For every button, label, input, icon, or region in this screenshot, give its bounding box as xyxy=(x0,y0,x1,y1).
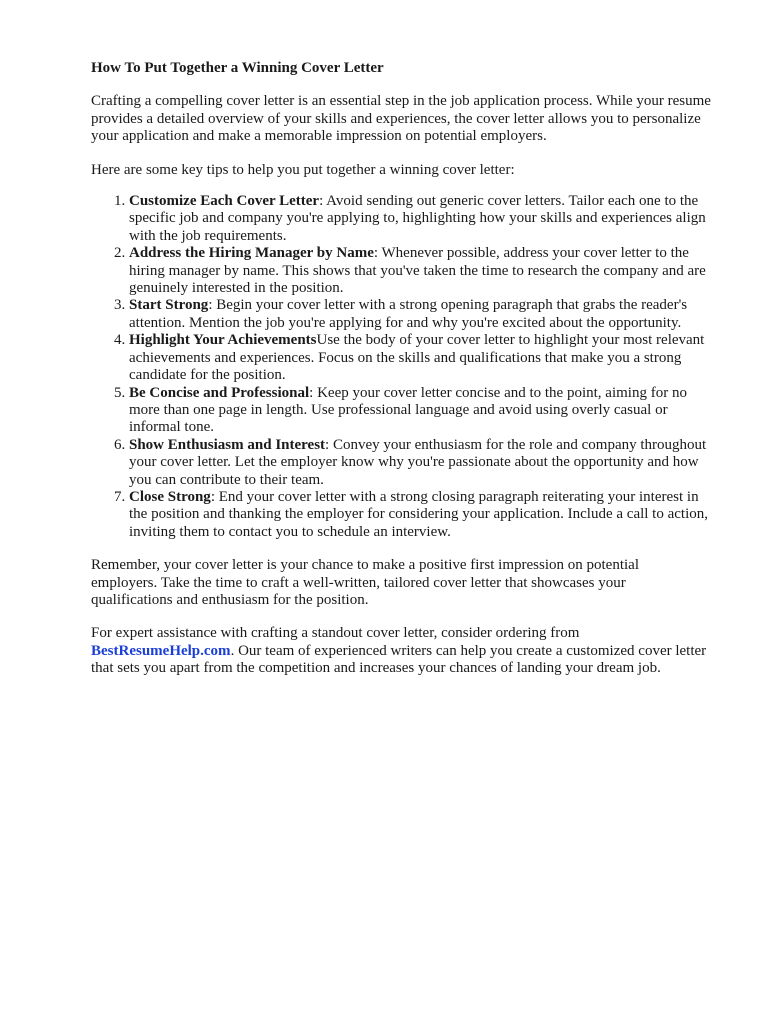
tip-item xyxy=(129,437,719,489)
tips-intro-paragraph: Here are some key tips to help you put together a winning cover letter: xyxy=(91,161,515,178)
cta-paragraph xyxy=(91,625,721,677)
document-title: How To Put Together a Winning Cover Letter xyxy=(91,60,384,76)
tip-title: Start Strong xyxy=(129,297,209,314)
tip-item xyxy=(129,332,719,384)
best-resume-help-link[interactable]: BestResumeHelp.com xyxy=(91,642,231,659)
cta-text-before: For expert assistance with crafting a standout cover letter, consider ordering from xyxy=(91,625,580,642)
tip-item xyxy=(129,385,719,437)
tip-title: Address the Hiring Manager by Name xyxy=(129,245,374,262)
tip-item xyxy=(129,297,719,332)
tip-item xyxy=(129,193,719,245)
tip-title: Close Strong xyxy=(129,488,211,505)
tip-item xyxy=(129,489,719,541)
cta-text-after: . Our team of experienced writers can help you create a customized cover letter that sets you apart from the competition and increases your chances of landing your dream job. xyxy=(91,642,707,677)
document-page xyxy=(91,60,721,694)
tip-text: : Convey your enthusiasm for the role and company throughout your cover letter. Let the employer know why you're passionate about the opportunity and how you can contribute to their team. xyxy=(129,436,707,488)
tip-text: : Keep your cover letter concise and to the point, aiming for no more than one page in length. Use professional language and avoid using overly casual or informal tone. xyxy=(129,384,687,436)
tip-text: Use the body of your cover letter to highlight your most relevant achievements and experiences. Focus on the skills and qualifications that make you a strong candidate for the position. xyxy=(129,332,705,384)
tips-list xyxy=(91,193,719,541)
tip-text: : Avoid sending out generic cover letters. Tailor each one to the specific job and company you're applying to, highlighting how your skills and experiences align with the job requirements. xyxy=(129,193,706,244)
tip-title: Be Concise and Professional xyxy=(129,384,310,401)
tip-text: : End your cover letter with a strong closing paragraph reiterating your interest in the position and thanking the employer for considering your application. Include a call to action, inviting them to contact you to schedule an interview. xyxy=(129,488,709,540)
closing-paragraph: Remember, your cover letter is your chance to make a positive first impression on potential employers. Take the time to craft a well-written, tailored cover letter that showcases your qualifications and enthusiasm for the position. xyxy=(91,557,639,608)
tip-item xyxy=(129,245,719,297)
tip-title: Customize Each Cover Letter xyxy=(129,193,320,210)
intro-paragraph: Crafting a compelling cover letter is an essential step in the job application process. While your resume provides a detailed overview of your skills and experiences, the cover letter allows you to personalize your application and make a memorable impression on potential employers. xyxy=(91,93,711,145)
tip-text: : Begin your cover letter with a strong opening paragraph that grabs the reader's attention. Mention the job you're applying for and why you're excited about the opportunity. xyxy=(129,297,688,331)
tip-title: Show Enthusiasm and Interest xyxy=(129,436,326,453)
tip-title: Highlight Your Achievements xyxy=(129,332,317,349)
tip-text: : Whenever possible, address your cover letter to the hiring manager by name. This shows that you've taken the time to research the company and are genuinely interested in the position. xyxy=(129,245,706,297)
